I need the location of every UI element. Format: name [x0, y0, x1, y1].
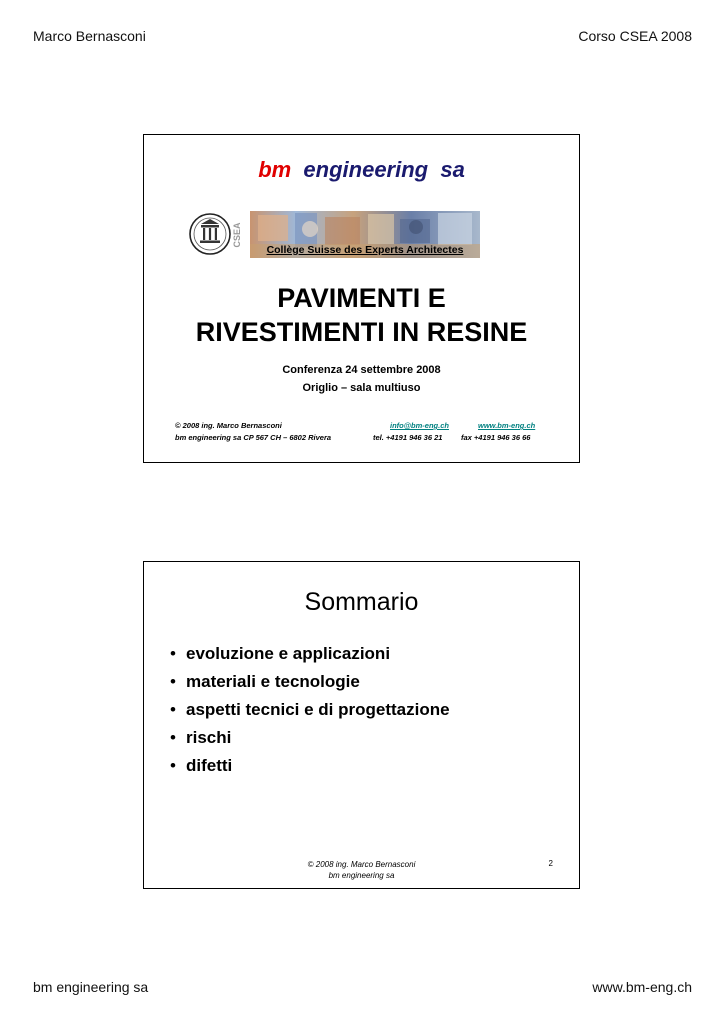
- website-link[interactable]: www.bm-eng.ch: [478, 421, 536, 430]
- conference-date: Conferenza 24 settembre 2008: [282, 364, 441, 376]
- bullet-icon: •: [170, 644, 176, 663]
- bullet-icon: •: [170, 756, 176, 775]
- list-item: [170, 640, 450, 668]
- summary-title: Sommario: [304, 588, 419, 616]
- slide-summary: [143, 561, 580, 889]
- csea-banner-image: [250, 211, 480, 258]
- brand-bm: bm: [258, 157, 292, 182]
- company-address: bm engineering sa CP 567 CH – 6802 Rivera: [175, 433, 332, 442]
- list-item-text: difetti: [186, 756, 233, 775]
- brand-engineering: engineering sa: [303, 157, 465, 182]
- slide-page-number: 2: [548, 859, 553, 868]
- list-item-text: evoluzione e applicazioni: [186, 644, 391, 663]
- list-item-text: aspetti tecnici e di progettazione: [186, 700, 450, 719]
- presentation-title: [144, 281, 579, 349]
- brand-name: [144, 157, 579, 183]
- page-header-course: Corso CSEA 2008: [578, 28, 692, 44]
- list-item: [170, 696, 450, 724]
- list-item-text: rischi: [186, 728, 232, 747]
- csea-logo-letters: CSEA: [232, 222, 242, 248]
- title-line-1: PAVIMENTI E: [277, 283, 446, 313]
- bullet-icon: •: [170, 728, 176, 747]
- page-header-author: Marco Bernasconi: [33, 28, 146, 44]
- email-link[interactable]: info@bm-eng.ch: [390, 421, 449, 430]
- page-footer-website: www.bm-eng.ch: [592, 979, 692, 995]
- telephone-number: tel. +4191 946 36 21: [373, 433, 443, 442]
- list-item-text: materiali e tecnologie: [186, 672, 360, 691]
- bullet-icon: •: [170, 700, 176, 719]
- copyright-line: © 2008 ing. Marco Bernasconi: [175, 421, 282, 430]
- title-line-2: RIVESTIMENTI IN RESINE: [195, 317, 528, 347]
- csea-vertical-text-logo: [234, 213, 246, 257]
- slide-footer-company: bm engineering sa: [328, 871, 395, 880]
- slide-footer: [144, 859, 579, 881]
- fax-number: fax +4191 946 36 66: [461, 433, 531, 442]
- slide-title: [143, 134, 580, 463]
- csea-seal-logo: [188, 212, 232, 256]
- conference-venue: Origlio – sala multiuso: [302, 382, 421, 394]
- slide-footer-copyright: © 2008 ing. Marco Bernasconi: [307, 860, 416, 869]
- csea-banner-caption: Collège Suisse des Experts Architectes: [266, 244, 464, 256]
- bullet-icon: •: [170, 672, 176, 691]
- list-item: [170, 668, 450, 696]
- list-item: [170, 752, 450, 780]
- list-item: [170, 724, 450, 752]
- page-footer-company: bm engineering sa: [33, 979, 149, 995]
- summary-list: [170, 640, 450, 780]
